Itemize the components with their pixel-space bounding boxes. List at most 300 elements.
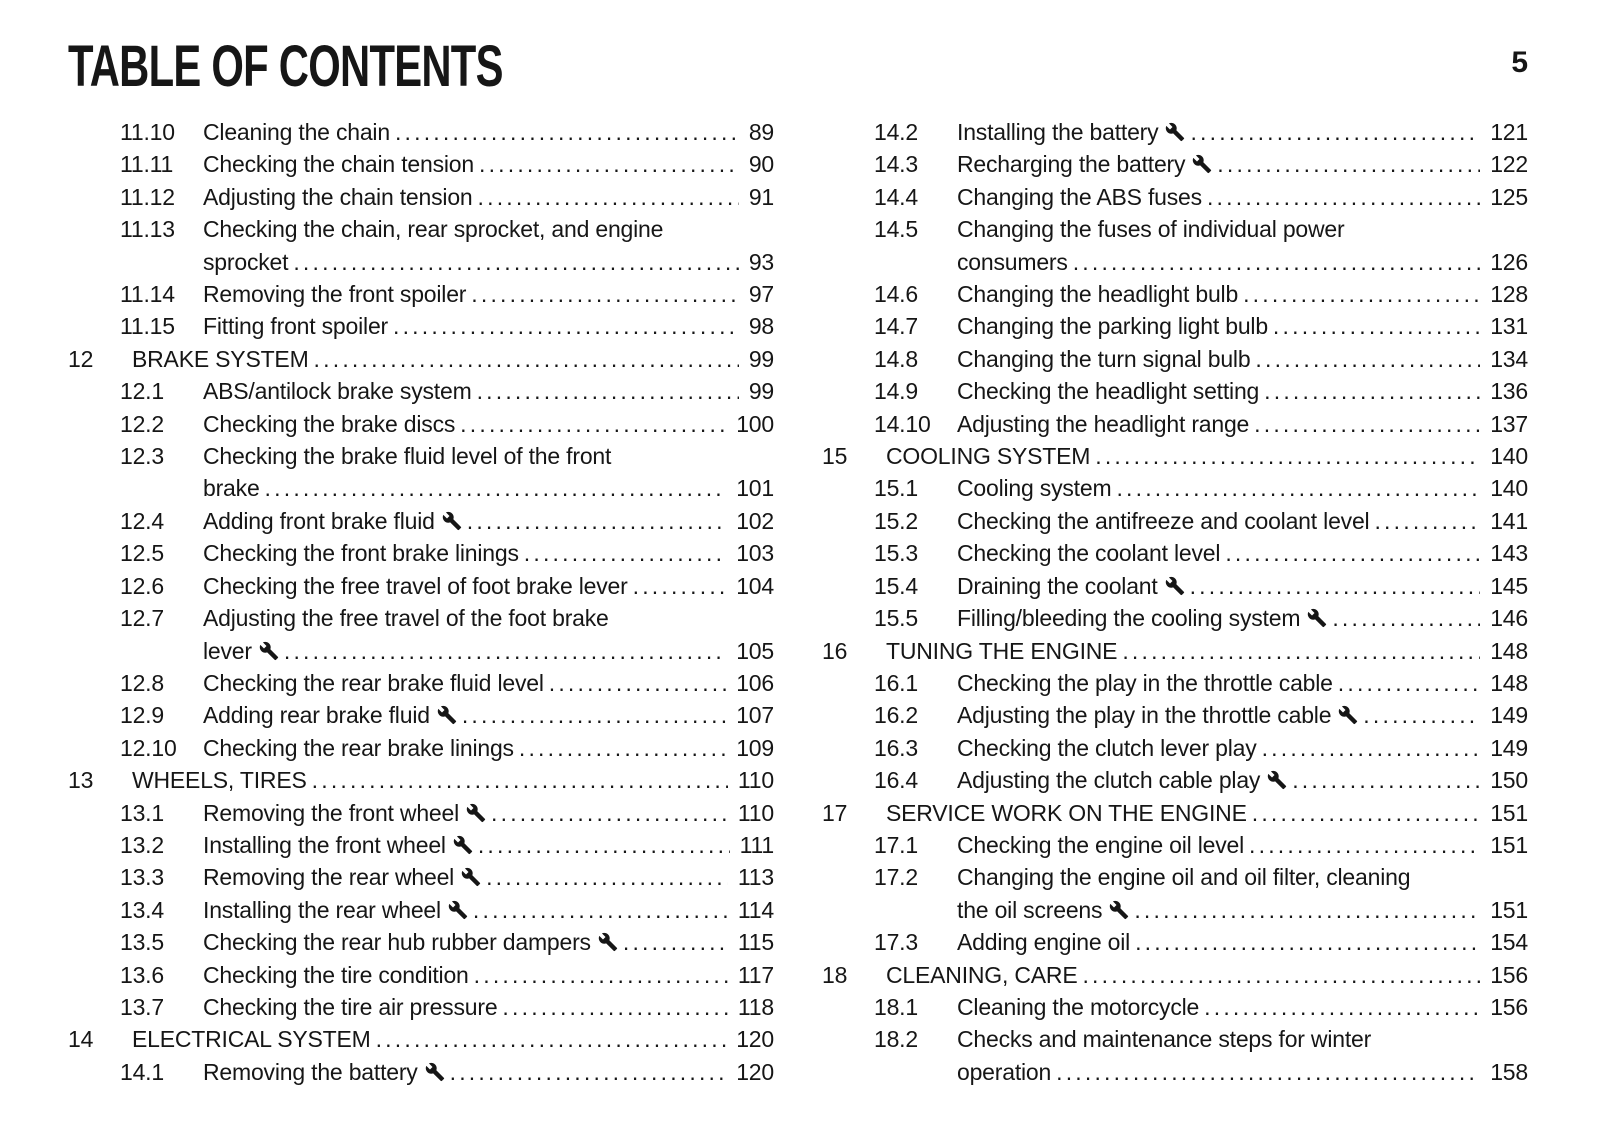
dot-leader xyxy=(1122,635,1480,667)
toc-section-row xyxy=(822,732,1528,764)
entry-page-number: 154 xyxy=(1490,929,1528,956)
toc-section-row xyxy=(68,732,774,764)
entry-number: 12.8 xyxy=(120,669,164,696)
entry-page-number: 114 xyxy=(737,896,774,923)
dot-leader xyxy=(486,861,728,893)
entry-number: 16 xyxy=(822,637,848,664)
dot-leader xyxy=(1252,797,1480,829)
entry-page-number: 93 xyxy=(748,248,774,275)
entry-number: 14.3 xyxy=(874,151,918,178)
entry-title: Removing the rear wheel xyxy=(203,864,455,891)
entry-page-number: 98 xyxy=(748,313,774,340)
entry-title: Checking the free travel of foot brake lever xyxy=(203,572,628,599)
entry-number: 13 xyxy=(68,767,94,794)
dot-leader xyxy=(1332,602,1480,634)
dot-leader xyxy=(1073,246,1481,278)
toc-section-row xyxy=(822,699,1528,731)
entry-page-number: 99 xyxy=(748,345,774,372)
entry-page-number: 105 xyxy=(736,637,774,664)
wrench-icon xyxy=(1165,576,1185,596)
entry-number: 13.5 xyxy=(120,929,164,956)
entry-number: 11.14 xyxy=(120,281,175,308)
entry-title: Checking the chain, rear sprocket, and engine xyxy=(203,216,664,243)
entry-title: brake xyxy=(203,475,260,502)
entry-page-number: 146 xyxy=(1490,605,1528,632)
entry-title: Cleaning the motorcycle xyxy=(957,993,1200,1020)
entry-number: 15.2 xyxy=(874,507,918,534)
wrench-icon xyxy=(437,705,457,725)
dot-leader xyxy=(312,764,728,796)
entry-title: Checking the tire condition xyxy=(203,961,469,988)
dot-leader xyxy=(450,1056,727,1088)
entry-title: Checking the front brake linings xyxy=(203,540,519,567)
dot-leader xyxy=(1116,472,1480,504)
wrench-icon xyxy=(259,641,279,661)
toc-section-row xyxy=(68,246,774,278)
entry-number: 15.1 xyxy=(874,475,918,502)
toc-chapter-row xyxy=(822,797,1528,829)
entry-title: lever xyxy=(203,637,252,664)
entry-title: CLEANING, CARE xyxy=(886,961,1078,988)
toc-section-row xyxy=(68,116,774,148)
dot-leader xyxy=(491,797,728,829)
entry-number: 12 xyxy=(68,345,94,372)
entry-title: Adding front brake fluid xyxy=(203,507,435,534)
toc-section-row xyxy=(822,764,1528,796)
wrench-icon xyxy=(425,1062,445,1082)
entry-title: Cooling system xyxy=(957,475,1112,502)
toc-section-row xyxy=(68,602,774,634)
dot-leader xyxy=(474,959,728,991)
toc-section-row xyxy=(822,505,1528,537)
entry-number: 16.2 xyxy=(874,702,918,729)
dot-leader xyxy=(1082,959,1480,991)
dot-leader xyxy=(460,408,726,440)
entry-title: ELECTRICAL SYSTEM xyxy=(132,1026,371,1053)
entry-page-number: 104 xyxy=(736,572,774,599)
dot-leader xyxy=(1243,278,1480,310)
toc-chapter-row xyxy=(822,959,1528,991)
dot-leader xyxy=(1262,732,1481,764)
entry-title: Checking the tire air pressure xyxy=(203,993,498,1020)
dot-leader xyxy=(549,667,726,699)
toc-chapter-row xyxy=(68,764,774,796)
toc-section-row xyxy=(68,310,774,342)
toc-column-right xyxy=(822,116,1528,1088)
entry-number: 12.5 xyxy=(120,540,164,567)
entry-number: 15 xyxy=(822,443,848,470)
toc-section-row xyxy=(68,894,774,926)
entry-page-number: 137 xyxy=(1490,410,1528,437)
entry-page-number: 106 xyxy=(736,669,774,696)
entry-page-number: 102 xyxy=(736,507,774,534)
entry-page-number: 158 xyxy=(1490,1058,1528,1085)
entry-number: 11.13 xyxy=(120,216,175,243)
dot-leader xyxy=(293,246,738,278)
entry-page-number: 156 xyxy=(1490,961,1528,988)
entry-title: Changing the engine oil and oil filter, cleaning xyxy=(957,864,1411,891)
entry-page-number: 136 xyxy=(1490,378,1528,405)
entry-page-number: 125 xyxy=(1490,183,1528,210)
dot-leader xyxy=(467,505,726,537)
dot-leader xyxy=(1273,310,1480,342)
entry-page-number: 150 xyxy=(1490,767,1528,794)
entry-number: 14.1 xyxy=(120,1058,164,1085)
toc-section-row xyxy=(822,894,1528,926)
dot-leader xyxy=(395,116,739,148)
entry-title: consumers xyxy=(957,248,1068,275)
entry-number: 17.2 xyxy=(874,864,918,891)
entry-title: Adding engine oil xyxy=(957,929,1131,956)
entry-title: ABS/antilock brake system xyxy=(203,378,472,405)
dot-leader xyxy=(1363,699,1480,731)
entry-title: Changing the parking light bulb xyxy=(957,313,1268,340)
entry-page-number: 120 xyxy=(736,1058,774,1085)
entry-title: BRAKE SYSTEM xyxy=(132,345,309,372)
entry-number: 13.3 xyxy=(120,864,164,891)
toc-section-row xyxy=(68,991,774,1023)
entry-number: 14.8 xyxy=(874,345,918,372)
dot-leader xyxy=(623,926,728,958)
wrench-icon xyxy=(1165,122,1185,142)
toc-section-row xyxy=(822,408,1528,440)
entry-number: 12.4 xyxy=(120,507,164,534)
entry-number: 12.2 xyxy=(120,410,164,437)
toc-section-row xyxy=(68,278,774,310)
entry-title: Checking the rear brake fluid level xyxy=(203,669,544,696)
toc-section-row xyxy=(822,667,1528,699)
entry-page-number: 103 xyxy=(736,540,774,567)
entry-title: Changing the headlight bulb xyxy=(957,281,1239,308)
dot-leader xyxy=(1204,991,1480,1023)
entry-number: 13.6 xyxy=(120,961,164,988)
dot-leader xyxy=(478,181,739,213)
wrench-icon xyxy=(453,835,473,855)
entry-page-number: 101 xyxy=(736,475,774,502)
entry-title: Adjusting the clutch cable play xyxy=(957,767,1261,794)
toc-section-row xyxy=(822,570,1528,602)
dot-leader xyxy=(1095,440,1480,472)
wrench-icon xyxy=(1338,705,1358,725)
entry-page-number: 148 xyxy=(1490,637,1528,664)
entry-title: Removing the front wheel xyxy=(203,799,460,826)
wrench-icon xyxy=(1109,900,1129,920)
page-header xyxy=(68,34,1528,108)
dot-leader xyxy=(1190,116,1480,148)
dot-leader xyxy=(633,570,727,602)
dot-leader xyxy=(479,148,739,180)
wrench-icon xyxy=(461,867,481,887)
toc-section-row xyxy=(68,861,774,893)
toc-section-row xyxy=(822,375,1528,407)
entry-title: Recharging the battery xyxy=(957,151,1186,178)
toc-section-row xyxy=(68,926,774,958)
toc-section-row xyxy=(68,472,774,504)
wrench-icon xyxy=(1307,608,1327,628)
entry-title: COOLING SYSTEM xyxy=(886,443,1091,470)
entry-number: 14.10 xyxy=(874,410,931,437)
entry-number: 14 xyxy=(68,1026,94,1053)
entry-number: 12.7 xyxy=(120,605,164,632)
entry-title: Adjusting the play in the throttle cable xyxy=(957,702,1332,729)
entry-page-number: 121 xyxy=(1490,119,1528,145)
entry-title: Installing the battery xyxy=(957,119,1159,145)
entry-page-number: 110 xyxy=(737,767,774,794)
entry-title: Checking the brake discs xyxy=(203,410,456,437)
dot-leader xyxy=(1264,375,1480,407)
entry-page-number: 134 xyxy=(1490,345,1528,372)
toc-section-row xyxy=(822,602,1528,634)
entry-page-number: 89 xyxy=(748,119,774,145)
entry-title: Checking the coolant level xyxy=(957,540,1221,567)
dot-leader xyxy=(1217,148,1480,180)
dot-leader xyxy=(478,829,730,861)
toc-section-row xyxy=(68,213,774,245)
dot-leader xyxy=(1255,343,1480,375)
dot-leader xyxy=(519,732,726,764)
dot-leader xyxy=(1134,894,1480,926)
entry-page-number: 149 xyxy=(1490,702,1528,729)
toc-column-left xyxy=(68,116,774,1088)
entry-title: Checking the play in the throttle cable xyxy=(957,669,1333,696)
entry-title: Checking the engine oil level xyxy=(957,831,1245,858)
entry-number: 11.10 xyxy=(120,119,175,145)
toc-section-row xyxy=(822,861,1528,893)
entry-number: 15.3 xyxy=(874,540,918,567)
entry-number: 14.6 xyxy=(874,281,918,308)
entry-title: Adding rear brake fluid xyxy=(203,702,430,729)
entry-title: Installing the rear wheel xyxy=(203,896,441,923)
entry-page-number: 90 xyxy=(748,151,774,178)
entry-title: the oil screens xyxy=(957,896,1103,923)
entry-page-number: 148 xyxy=(1490,669,1528,696)
entry-number: 18.1 xyxy=(874,993,918,1020)
dot-leader xyxy=(471,278,739,310)
entry-number: 14.5 xyxy=(874,216,918,243)
entry-page-number: 140 xyxy=(1490,475,1528,502)
toc-section-row xyxy=(822,310,1528,342)
entry-title: Adjusting the free travel of the foot brake xyxy=(203,605,609,632)
wrench-icon xyxy=(442,511,462,531)
entry-number: 12.1 xyxy=(120,378,164,405)
entry-title: Checking the chain tension xyxy=(203,151,474,178)
entry-title: operation xyxy=(957,1058,1052,1085)
entry-title: Adjusting the chain tension xyxy=(203,183,473,210)
entry-title: Checking the brake fluid level of the front xyxy=(203,443,612,470)
entry-page-number: 100 xyxy=(736,410,774,437)
entry-page-number: 141 xyxy=(1490,507,1528,534)
toc-section-row xyxy=(822,926,1528,958)
entry-title: Checking the clutch lever play xyxy=(957,734,1257,761)
entry-page-number: 110 xyxy=(737,799,774,826)
toc-chapter-row xyxy=(68,1023,774,1055)
entry-page-number: 120 xyxy=(736,1026,774,1053)
page-number: 5 xyxy=(1511,46,1528,79)
entry-title: TUNING THE ENGINE xyxy=(886,637,1118,664)
toc-section-row xyxy=(822,1056,1528,1088)
entry-number: 15.5 xyxy=(874,605,918,632)
dot-leader xyxy=(284,635,726,667)
toc-section-row xyxy=(68,570,774,602)
toc-section-row xyxy=(68,959,774,991)
entry-page-number: 109 xyxy=(736,734,774,761)
entry-page-number: 149 xyxy=(1490,734,1528,761)
toc-section-row xyxy=(822,148,1528,180)
toc-section-row xyxy=(68,1056,774,1088)
toc-section-row xyxy=(68,699,774,731)
toc-section-row xyxy=(822,343,1528,375)
toc-section-row xyxy=(822,213,1528,245)
entry-page-number: 131 xyxy=(1490,313,1528,340)
entry-number: 18.2 xyxy=(874,1026,918,1053)
entry-title: Checking the antifreeze and coolant level xyxy=(957,507,1370,534)
toc-section-row xyxy=(68,148,774,180)
entry-number: 11.15 xyxy=(120,313,175,340)
entry-page-number: 111 xyxy=(739,831,774,858)
wrench-icon xyxy=(466,803,486,823)
entry-title: Draining the coolant xyxy=(957,572,1158,599)
entry-page-number: 122 xyxy=(1490,151,1528,178)
entry-page-number: 156 xyxy=(1490,993,1528,1020)
dot-leader xyxy=(1338,667,1480,699)
entry-page-number: 151 xyxy=(1490,799,1528,826)
toc-section-row xyxy=(68,829,774,861)
entry-number: 18 xyxy=(822,961,848,988)
entry-title: Changing the ABS fuses xyxy=(957,183,1202,210)
entry-number: 17.3 xyxy=(874,929,918,956)
dot-leader xyxy=(1225,537,1480,569)
toc-chapter-row xyxy=(68,343,774,375)
entry-title: Checking the headlight setting xyxy=(957,378,1260,405)
entry-number: 14.9 xyxy=(874,378,918,405)
entry-page-number: 99 xyxy=(748,378,774,405)
toc-section-row xyxy=(68,181,774,213)
toc-section-row xyxy=(822,472,1528,504)
toc-section-row xyxy=(68,635,774,667)
entry-title: WHEELS, TIRES xyxy=(132,767,307,794)
toc-section-row xyxy=(822,246,1528,278)
entry-title: Installing the front wheel xyxy=(203,831,446,858)
page-title: TABLE OF CONTENTS xyxy=(68,34,503,99)
entry-title: Cleaning the chain xyxy=(203,119,390,145)
entry-title: sprocket xyxy=(203,248,289,275)
entry-number: 16.1 xyxy=(874,669,918,696)
entry-number: 14.2 xyxy=(874,119,918,145)
toc-section-row xyxy=(822,829,1528,861)
entry-page-number: 126 xyxy=(1490,248,1528,275)
entry-number: 17.1 xyxy=(874,831,918,858)
entry-page-number: 151 xyxy=(1490,831,1528,858)
entry-page-number: 151 xyxy=(1490,896,1528,923)
dot-leader xyxy=(1254,408,1480,440)
dot-leader xyxy=(477,375,739,407)
entry-page-number: 97 xyxy=(748,281,774,308)
entry-number: 14.7 xyxy=(874,313,918,340)
dot-leader xyxy=(1292,764,1480,796)
toc-section-row xyxy=(822,116,1528,148)
dot-leader xyxy=(1374,505,1480,537)
dot-leader xyxy=(1056,1056,1480,1088)
entry-page-number: 113 xyxy=(737,864,774,891)
entry-page-number: 91 xyxy=(748,183,774,210)
toc-section-row xyxy=(68,667,774,699)
toc-section-row xyxy=(822,278,1528,310)
entry-number: 13.1 xyxy=(120,799,164,826)
entry-page-number: 140 xyxy=(1490,443,1528,470)
entry-title: Checking the rear brake linings xyxy=(203,734,514,761)
toc-section-row xyxy=(68,537,774,569)
entry-number: 11.11 xyxy=(120,151,174,178)
wrench-icon xyxy=(448,900,468,920)
wrench-icon xyxy=(598,932,618,952)
toc-section-row xyxy=(68,440,774,472)
entry-page-number: 128 xyxy=(1490,281,1528,308)
entry-number: 16.3 xyxy=(874,734,918,761)
toc-section-row xyxy=(68,408,774,440)
entry-number: 15.4 xyxy=(874,572,918,599)
toc-section-row xyxy=(822,537,1528,569)
toc-section-row xyxy=(68,797,774,829)
toc-section-row xyxy=(822,1023,1528,1055)
dot-leader xyxy=(1207,181,1480,213)
entry-title: Checks and maintenance steps for winter xyxy=(957,1026,1372,1053)
entry-page-number: 115 xyxy=(737,929,774,956)
dot-leader xyxy=(265,472,727,504)
entry-title: Removing the front spoiler xyxy=(203,281,467,308)
entry-number: 13.4 xyxy=(120,896,164,923)
entry-page-number: 107 xyxy=(736,702,774,729)
entry-title: Filling/bleeding the cooling system xyxy=(957,605,1301,632)
entry-title: Changing the turn signal bulb xyxy=(957,345,1251,372)
entry-page-number: 145 xyxy=(1490,572,1528,599)
dot-leader xyxy=(1135,926,1480,958)
dot-leader xyxy=(473,894,728,926)
toc-section-row xyxy=(822,181,1528,213)
entry-title: Adjusting the headlight range xyxy=(957,410,1250,437)
entry-title: Changing the fuses of individual power xyxy=(957,216,1345,243)
dot-leader xyxy=(1190,570,1481,602)
wrench-icon xyxy=(1267,770,1287,790)
entry-number: 16.4 xyxy=(874,767,918,794)
entry-number: 13.2 xyxy=(120,831,164,858)
dot-leader xyxy=(462,699,726,731)
dot-leader xyxy=(393,310,739,342)
toc-chapter-row xyxy=(822,440,1528,472)
toc-columns xyxy=(68,116,1528,1088)
entry-number: 13.7 xyxy=(120,993,164,1020)
entry-title: Checking the rear hub rubber dampers xyxy=(203,929,591,956)
entry-number: 12.6 xyxy=(120,572,164,599)
dot-leader xyxy=(376,1023,727,1055)
entry-number: 12.10 xyxy=(120,734,177,761)
dot-leader xyxy=(502,991,728,1023)
entry-title: Fitting front spoiler xyxy=(203,313,388,340)
entry-page-number: 143 xyxy=(1490,540,1528,567)
dot-leader xyxy=(314,343,739,375)
toc-chapter-row xyxy=(822,635,1528,667)
entry-number: 14.4 xyxy=(874,183,918,210)
toc-section-row xyxy=(822,991,1528,1023)
toc-section-row xyxy=(68,375,774,407)
entry-number: 17 xyxy=(822,799,848,826)
entry-title: SERVICE WORK ON THE ENGINE xyxy=(886,799,1247,826)
wrench-icon xyxy=(1192,154,1212,174)
dot-leader xyxy=(524,537,726,569)
entry-title: Removing the battery xyxy=(203,1058,418,1085)
toc-section-row xyxy=(68,505,774,537)
entry-page-number: 118 xyxy=(737,993,774,1020)
entry-number: 12.3 xyxy=(120,443,164,470)
